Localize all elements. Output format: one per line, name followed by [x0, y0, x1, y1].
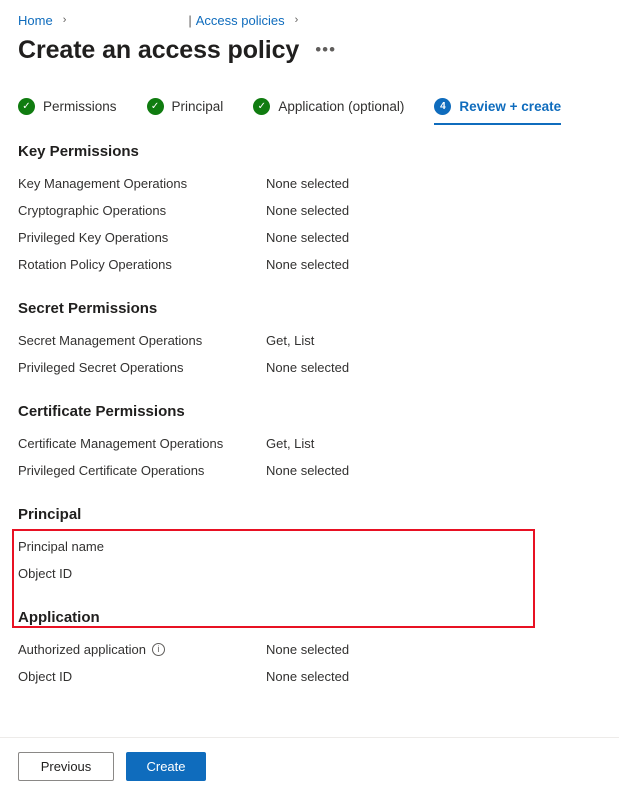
- section-heading-application: Application: [18, 609, 100, 626]
- page-title: Create an access policy: [18, 36, 300, 64]
- row-label: Principal name: [18, 539, 104, 554]
- row-value: None selected: [266, 642, 350, 657]
- step-number-icon: 4: [434, 98, 451, 115]
- row-label: [18, 636, 266, 663]
- row-value: None selected: [266, 257, 350, 272]
- check-icon: ✓: [147, 98, 164, 115]
- section-heading-principal: Principal: [18, 506, 82, 523]
- more-options-icon[interactable]: •••: [315, 40, 337, 59]
- table-row: [18, 430, 601, 457]
- row-label: Secret Management Operations: [18, 333, 203, 348]
- row-value: None selected: [266, 203, 350, 218]
- check-icon: ✓: [18, 98, 35, 115]
- tab-permissions[interactable]: [18, 98, 117, 125]
- row-label: Object ID: [18, 669, 73, 684]
- row-value: None selected: [266, 176, 350, 191]
- tab-review-create[interactable]: [434, 98, 561, 125]
- chevron-right-icon-2: ›: [294, 14, 299, 26]
- breadcrumb-home[interactable]: Home: [18, 12, 53, 28]
- tab-principal[interactable]: [147, 98, 224, 125]
- table-row: [18, 636, 601, 663]
- tab-application-label: Application (optional): [278, 99, 405, 114]
- row-label: Rotation Policy Operations: [18, 257, 172, 272]
- section-heading-secret-permissions: Secret Permissions: [18, 300, 158, 317]
- check-icon: ✓: [253, 98, 270, 115]
- tab-review-create-label: Review + create: [459, 99, 562, 114]
- row-value: None selected: [266, 669, 350, 684]
- wizard-tabs: [18, 91, 619, 125]
- row-value: Get, List: [266, 436, 315, 451]
- row-label: Privileged Secret Operations: [18, 360, 184, 375]
- footer-actions: [0, 737, 619, 795]
- row-label-text: Authorized application: [18, 642, 146, 657]
- review-content: [0, 143, 619, 690]
- table-row: [18, 354, 601, 381]
- row-value: None selected: [266, 230, 350, 245]
- table-row: [18, 533, 601, 560]
- table-row: [18, 224, 601, 251]
- tab-principal-label: Principal: [171, 99, 224, 114]
- create-button[interactable]: Create: [126, 752, 206, 781]
- previous-button[interactable]: Previous: [18, 752, 114, 781]
- section-heading-key-permissions: Key Permissions: [18, 143, 139, 160]
- table-row: [18, 170, 601, 197]
- section-heading-certificate-permissions: Certificate Permissions: [18, 403, 185, 420]
- row-label: Privileged Certificate Operations: [18, 463, 205, 478]
- title-row: [0, 30, 619, 65]
- row-label: Privileged Key Operations: [18, 230, 169, 245]
- tab-application[interactable]: [253, 98, 404, 125]
- breadcrumb-access-policies[interactable]: Access policies: [195, 12, 285, 28]
- chevron-right-icon: ›: [62, 14, 67, 26]
- table-row: [18, 197, 601, 224]
- table-row: [18, 663, 601, 690]
- row-label: Cryptographic Operations: [18, 203, 167, 218]
- breadcrumb: [0, 0, 619, 30]
- row-label: Certificate Management Operations: [18, 436, 224, 451]
- row-value: None selected: [266, 360, 350, 375]
- row-value: Get, List: [266, 333, 315, 348]
- table-row: [18, 327, 601, 354]
- table-row: [18, 560, 601, 587]
- row-label: Object ID: [18, 566, 73, 581]
- table-row: [18, 251, 601, 278]
- table-row: [18, 457, 601, 484]
- row-label: Key Management Operations: [18, 176, 188, 191]
- info-icon[interactable]: i: [152, 643, 165, 656]
- row-value: None selected: [266, 463, 350, 478]
- breadcrumb-pipe: |: [188, 12, 192, 28]
- tab-permissions-label: Permissions: [43, 99, 117, 114]
